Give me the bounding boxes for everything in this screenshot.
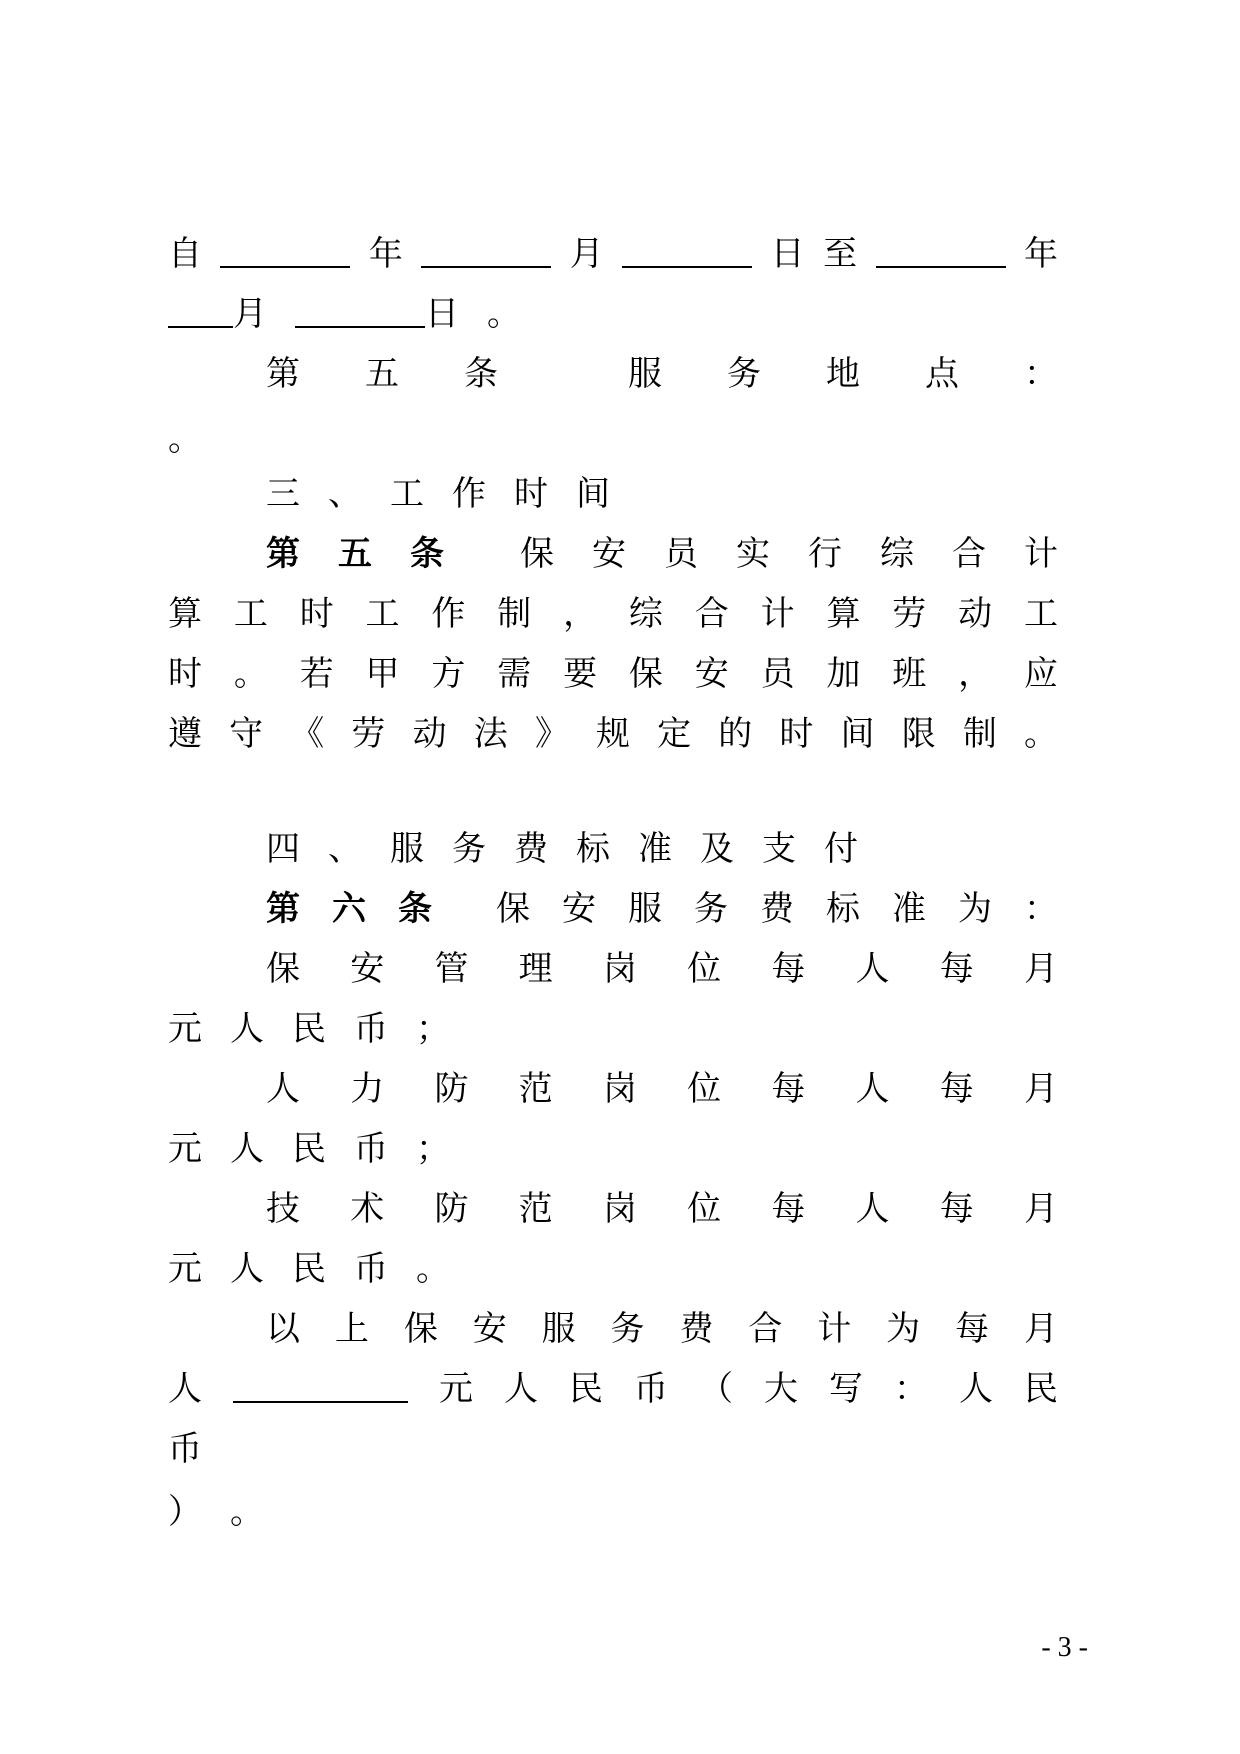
text-char: 三 xyxy=(266,473,300,514)
text-char: 四 xyxy=(266,828,300,869)
text-char: 工 xyxy=(1023,593,1058,634)
text-char: 防 xyxy=(434,1188,469,1229)
text-char: 每 xyxy=(771,948,806,989)
text-char: 算 xyxy=(826,593,861,634)
text-char: 。 xyxy=(416,1248,450,1289)
text-char: 元 xyxy=(168,1128,202,1169)
text-char: 安 xyxy=(562,888,596,929)
text-char: 月 xyxy=(233,293,267,334)
text-char: 费 xyxy=(760,888,794,929)
text-line xyxy=(168,1115,1058,1175)
text-char: 时 xyxy=(168,653,202,694)
text-char: 月 xyxy=(569,233,604,274)
text-char: 范 xyxy=(518,1188,553,1229)
text-char: 币 xyxy=(354,1248,388,1289)
text-char: 遵 xyxy=(168,713,202,754)
text-char: 劳 xyxy=(351,713,386,754)
text-char: 大 xyxy=(764,1368,798,1409)
text-char: 人 xyxy=(855,1068,890,1109)
text-char: 币 xyxy=(634,1368,668,1409)
text-char: 制 xyxy=(497,593,532,634)
text-line xyxy=(168,1355,1058,1415)
text-char: 人 xyxy=(230,1248,264,1289)
text-char: ： xyxy=(1024,353,1058,394)
text-char: 每 xyxy=(771,1068,806,1109)
text-char: 制 xyxy=(962,713,997,754)
text-char: 每 xyxy=(939,1188,974,1229)
text-char: 岗 xyxy=(602,1188,637,1229)
text-char: 动 xyxy=(412,713,447,754)
text-char: 及 xyxy=(700,828,734,869)
text-char: 力 xyxy=(350,1068,385,1109)
text-char: 标 xyxy=(826,888,860,929)
text-char: 日 xyxy=(770,233,805,274)
text-line xyxy=(168,580,1058,640)
text-char: 防 xyxy=(434,1068,469,1109)
text-char: 六 xyxy=(332,888,366,929)
text-char: 劳 xyxy=(892,593,927,634)
text-char: 五 xyxy=(365,353,399,394)
text-char: 条 xyxy=(398,888,432,929)
text-char: 为 xyxy=(886,1308,921,1349)
text-line xyxy=(168,1235,1058,1295)
text-char: 应 xyxy=(1023,653,1058,694)
text-char: 岗 xyxy=(602,1068,637,1109)
text-char: 术 xyxy=(350,1188,385,1229)
text-char: 第 xyxy=(266,353,300,394)
text-char: 工 xyxy=(233,593,268,634)
text-char: 计 xyxy=(817,1308,852,1349)
text-char: 每 xyxy=(939,948,974,989)
text-char: 服 xyxy=(390,828,424,869)
text-char: 定 xyxy=(657,713,692,754)
text-char: 至 xyxy=(823,233,858,274)
text-char: 人 xyxy=(266,1068,300,1109)
text-char: 日 xyxy=(425,293,459,334)
text-char: 条 xyxy=(410,533,444,574)
text-line xyxy=(168,405,1058,465)
text-line xyxy=(168,995,1058,1055)
text-char: 元 xyxy=(168,1248,202,1289)
text-char: 位 xyxy=(687,948,722,989)
text-char: 费 xyxy=(679,1308,714,1349)
text-char: 每 xyxy=(939,1068,974,1109)
text-char: ， xyxy=(563,593,598,634)
text-char: 。 xyxy=(233,653,268,694)
text-char: 以 xyxy=(266,1308,300,1349)
text-char: 时 xyxy=(779,713,814,754)
text-char: 计 xyxy=(760,593,795,634)
text-char: ， xyxy=(958,653,993,694)
text-char: 民 xyxy=(569,1368,603,1409)
fill-in-blank xyxy=(295,292,425,328)
text-char: 法 xyxy=(473,713,508,754)
text-char: 理 xyxy=(518,948,553,989)
text-char: 》 xyxy=(534,713,569,754)
text-char: 保 xyxy=(266,948,300,989)
text-char: 综 xyxy=(628,593,663,634)
text-char: 需 xyxy=(497,653,532,694)
text-char: 合 xyxy=(748,1308,783,1349)
fill-in-blank xyxy=(220,232,350,268)
text-line xyxy=(266,875,1058,935)
text-char: 的 xyxy=(718,713,753,754)
text-char: 标 xyxy=(576,828,610,869)
text-char: 支 xyxy=(762,828,796,869)
text-char: 写 xyxy=(829,1368,863,1409)
text-char: 人 xyxy=(855,948,890,989)
text-char: 自 xyxy=(168,233,202,274)
text-char: 限 xyxy=(901,713,936,754)
text-char: 条 xyxy=(464,353,498,394)
text-char: 为 xyxy=(958,888,992,929)
text-line xyxy=(168,1415,1058,1475)
text-char: 准 xyxy=(892,888,926,929)
text-char: 币 xyxy=(354,1008,388,1049)
text-line xyxy=(168,700,1058,760)
text-char: 《 xyxy=(290,713,325,754)
page-number: - 3 - xyxy=(1041,1632,1088,1663)
text-char: 守 xyxy=(229,713,264,754)
text-char: 员 xyxy=(664,533,698,574)
text-char: ； xyxy=(416,1008,450,1049)
text-char: 人 xyxy=(855,1188,890,1229)
text-char: 合 xyxy=(694,593,729,634)
text-char: ： xyxy=(894,1368,928,1409)
text-char: 安 xyxy=(694,653,729,694)
text-char: 范 xyxy=(518,1068,553,1109)
text-char: 人 xyxy=(230,1008,264,1049)
text-char: ） xyxy=(168,1491,202,1532)
text-char: 人 xyxy=(504,1368,538,1409)
text-char: 动 xyxy=(958,593,993,634)
text-char: 甲 xyxy=(365,653,400,694)
text-line xyxy=(168,220,1058,280)
text-char: 每 xyxy=(955,1308,990,1349)
text-line xyxy=(266,340,1058,400)
text-char: 安 xyxy=(472,1308,507,1349)
text-char: 要 xyxy=(563,653,598,694)
text-char: 位 xyxy=(687,1068,722,1109)
text-char: ： xyxy=(1024,888,1058,929)
text-line xyxy=(266,1175,1058,1235)
text-char: 合 xyxy=(952,533,986,574)
text-char: 保 xyxy=(403,1308,438,1349)
text-char: （ xyxy=(699,1368,733,1409)
text-char: 服 xyxy=(628,888,662,929)
text-char: 付 xyxy=(824,828,858,869)
text-char: 月 xyxy=(1023,948,1058,989)
text-char: 月 xyxy=(1023,1308,1058,1349)
text-line xyxy=(168,640,1058,700)
fill-in-blank xyxy=(622,232,752,268)
fill-in-blank xyxy=(876,232,1006,268)
text-char: 人 xyxy=(959,1368,993,1409)
text-char: 务 xyxy=(727,353,761,394)
text-char: 月 xyxy=(1023,1068,1058,1109)
text-char: 民 xyxy=(292,1128,326,1169)
text-char: 每 xyxy=(771,1188,806,1229)
text-char: 民 xyxy=(292,1008,326,1049)
text-char: 算 xyxy=(168,593,202,634)
fill-in-blank xyxy=(233,1367,408,1403)
text-char: 币 xyxy=(168,1428,202,1469)
text-char: 岗 xyxy=(602,948,637,989)
text-char: 人 xyxy=(168,1368,202,1409)
text-char: 工 xyxy=(390,473,424,514)
text-char: 、 xyxy=(328,473,362,514)
text-char: 五 xyxy=(338,533,372,574)
text-char: 时 xyxy=(514,473,548,514)
fill-in-blank xyxy=(421,232,551,268)
text-line xyxy=(266,520,1058,580)
fill-in-blank xyxy=(168,292,233,328)
text-char: 时 xyxy=(299,593,334,634)
text-char: 方 xyxy=(431,653,466,694)
text-char: 、 xyxy=(328,828,362,869)
text-char: 综 xyxy=(880,533,914,574)
text-char: 。 xyxy=(487,293,521,334)
text-char: 工 xyxy=(365,593,400,634)
text-char: 。 xyxy=(168,418,202,459)
text-char: 币 xyxy=(354,1128,388,1169)
text-char: 年 xyxy=(1023,233,1058,274)
text-char: 位 xyxy=(687,1188,722,1229)
text-char: 民 xyxy=(1024,1368,1058,1409)
text-char: 服 xyxy=(541,1308,576,1349)
text-char: 服 xyxy=(628,353,662,394)
text-char: 保 xyxy=(628,653,663,694)
text-char: 技 xyxy=(266,1188,300,1229)
text-char: 元 xyxy=(439,1368,473,1409)
text-char: 务 xyxy=(610,1308,645,1349)
text-char: 保 xyxy=(496,888,530,929)
text-char: 第 xyxy=(266,888,300,929)
text-line xyxy=(266,460,1058,520)
text-char: 务 xyxy=(694,888,728,929)
text-char: 管 xyxy=(434,948,469,989)
text-char: 月 xyxy=(1023,1188,1058,1229)
text-char: 人 xyxy=(230,1128,264,1169)
text-char: 员 xyxy=(760,653,795,694)
text-char: 务 xyxy=(452,828,486,869)
text-line xyxy=(168,280,1058,340)
text-line xyxy=(168,1478,1058,1538)
text-char: 规 xyxy=(595,713,630,754)
text-char: 上 xyxy=(334,1308,369,1349)
text-char: 班 xyxy=(892,653,927,694)
text-char: 行 xyxy=(808,533,842,574)
text-char: 保 xyxy=(520,533,554,574)
text-char: 实 xyxy=(736,533,770,574)
text-char: 安 xyxy=(592,533,626,574)
text-char: 间 xyxy=(576,473,610,514)
text-char: ； xyxy=(416,1128,450,1169)
text-char: 作 xyxy=(452,473,486,514)
text-line xyxy=(266,815,1058,875)
text-char: 准 xyxy=(638,828,672,869)
text-char: 元 xyxy=(168,1008,202,1049)
text-char: 费 xyxy=(514,828,548,869)
text-line xyxy=(266,1055,1058,1115)
text-line xyxy=(266,1295,1058,1355)
text-char: 计 xyxy=(1024,533,1058,574)
text-char: 若 xyxy=(299,653,334,694)
text-line xyxy=(266,935,1058,995)
text-char: 。 xyxy=(230,1491,264,1532)
text-char: 民 xyxy=(292,1248,326,1289)
text-char: 第 xyxy=(266,533,300,574)
text-char: 点 xyxy=(925,353,959,394)
text-char: 。 xyxy=(1023,713,1058,754)
text-char: 加 xyxy=(826,653,861,694)
text-char: 作 xyxy=(431,593,466,634)
text-char: 安 xyxy=(350,948,385,989)
text-char: 地 xyxy=(826,353,860,394)
text-char: 年 xyxy=(368,233,403,274)
text-char: 间 xyxy=(840,713,875,754)
